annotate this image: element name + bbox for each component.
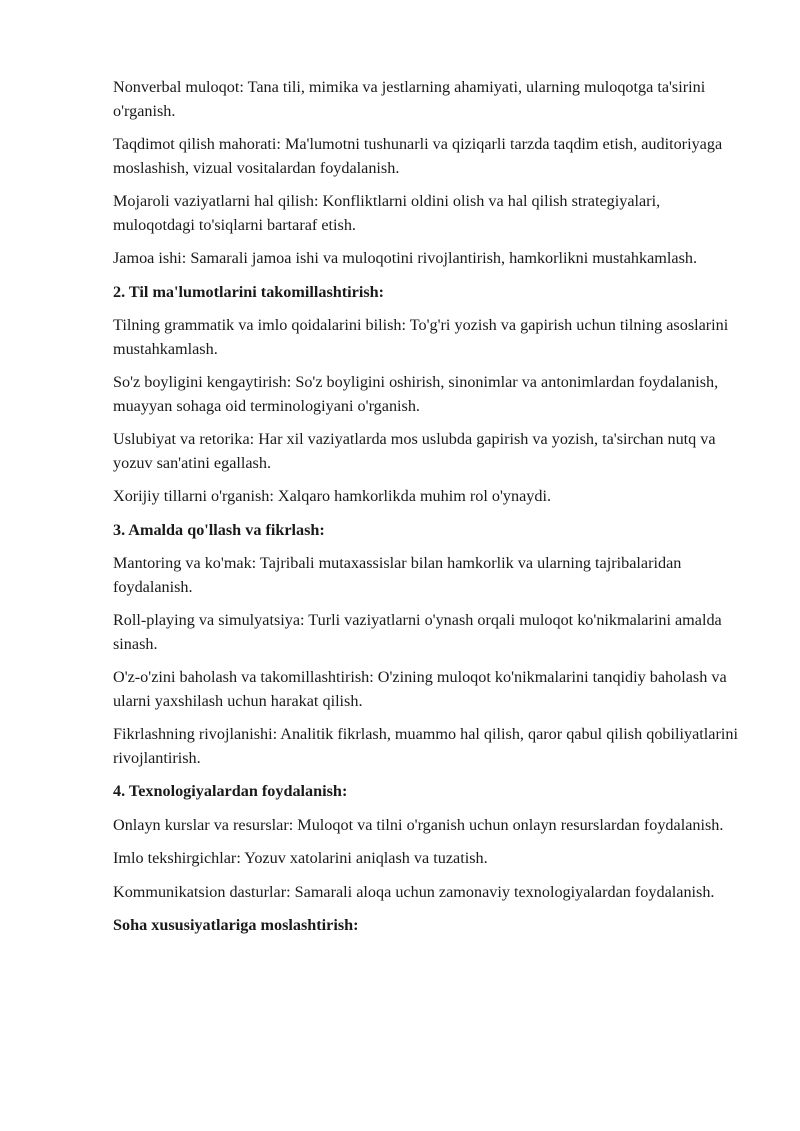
section-heading-language: 2. Til ma'lumotlarini takomillashtirish:	[113, 282, 385, 301]
section-heading-practice: 3. Amalda qo'llash va fikrlash:	[113, 520, 325, 539]
paragraph-self-assessment: O'z-o'zini baholash va takomillashtirish: O'zining muloqot ko'nikmalarini tanqidiy baholash va ularni yaxshilash uchun harakat qilish.	[113, 668, 727, 710]
paragraph-role-playing: Roll-playing va simulyatsiya: Turli vaziyatlarni o'ynash orqali muloqot ko'nikmalarini amalda sinash.	[113, 611, 722, 653]
paragraph-communication-software: Kommunikatsion dasturlar: Samarali aloqa uchun zamonaviy texnologiyalardan foydalanish.	[113, 882, 715, 901]
paragraph-style-rhetoric: Uslubiyat va retorika: Har xil vaziyatlarda mos uslubda gapirish va yozish, ta'sirchan nutq va yozuv san'atini egallash.	[113, 430, 716, 472]
document-page	[113, 76, 743, 948]
paragraph-grammar: Tilning grammatik va imlo qoidalarini bilish: To'g'ri yozish va gapirish uchun tilning asoslarini mustahkamlash.	[113, 316, 729, 358]
paragraph-thinking: Fikrlashning rivojlanishi: Analitik fikrlash, muammo hal qilish, qaror qabul qilish qobiliyatlarini rivojlantirish.	[113, 725, 738, 767]
paragraph-vocabulary: So'z boyligini kengaytirish: So'z boyligini oshirish, sinonimlar va antonimlardan foydalanish, muayyan sohaga oid terminologiyani o'rganish.	[113, 373, 719, 415]
paragraph-teamwork: Jamoa ishi: Samarali jamoa ishi va muloqotini rivojlantirish, hamkorlikni mustahkamlash.	[113, 249, 698, 267]
paragraph-foreign-languages: Xorijiy tillarni o'rganish: Xalqaro hamkorlikda muhim rol o'ynaydi.	[113, 487, 552, 505]
paragraph-presentation: Taqdimot qilish mahorati: Ma'lumotni tushunarli va qiziqarli tarzda taqdim etish, auditoriyaga moslashish, vizual vositalardan foydalanish.	[113, 135, 723, 177]
paragraph-conflict: Mojaroli vaziyatlarni hal qilish: Konfliktlarni oldini olish va hal qilish strategiyalari, muloqotdagi to'siqlarni bartaraf etish.	[113, 192, 661, 234]
paragraph-nonverbal: Nonverbal muloqot: Tana tili, mimika va jestlarning ahamiyati, ularning muloqotga ta'sirini o'rganish.	[113, 78, 706, 120]
section-heading-field-adaptation: Soha xususiyatlariga moslashtirish:	[113, 916, 359, 934]
paragraph-spell-checkers: Imlo tekshirgichlar: Yozuv xatolarini aniqlash va tuzatish.	[113, 849, 488, 867]
paragraph-mentoring: Mantoring va ko'mak: Tajribali mutaxassislar bilan hamkorlik va ularning tajribalaridan foydalanish.	[113, 554, 682, 596]
section-heading-technology: 4. Texnologiyalardan foydalanish:	[113, 782, 348, 800]
paragraph-online-courses: Onlayn kurslar va resurslar: Muloqot va tilni o'rganish uchun onlayn resurslardan foydalanish.	[113, 815, 724, 834]
